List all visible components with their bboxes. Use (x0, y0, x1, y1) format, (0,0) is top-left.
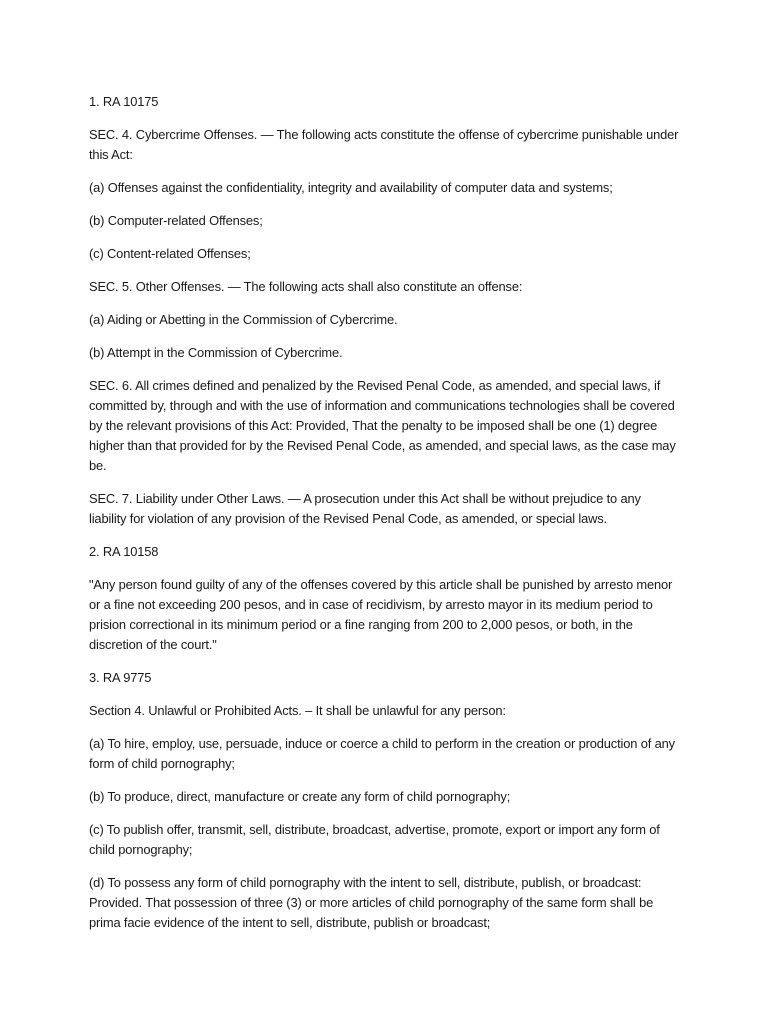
heading-ra-10175: 1. RA 10175 (89, 94, 159, 109)
paragraph-sec-4: SEC. 4. Cybercrime Offenses. — The following acts constitute the offense of cybercrime punishable under this Act: (89, 127, 679, 162)
heading-ra-9775: 3. RA 9775 (89, 670, 152, 685)
paragraph-ra-10158-quote: "Any person found guilty of any of the offenses covered by this article shall be punished by arresto menor or a fine not exceeding 200 pesos, and in case of recidivism, by arresto mayor in its medium period to prision correctional in its minimum period or a fine ranging from 200 to 2,000 pesos, or both, in the discretion of the court." (89, 577, 673, 652)
list-item-4c: (c) Content-related Offenses; (89, 246, 251, 261)
document-page (89, 92, 679, 946)
paragraph-sec-5: SEC. 5. Other Offenses. — The following acts shall also constitute an offense: (89, 279, 523, 294)
list-item-9775-b: (b) To produce, direct, manufacture or create any form of child pornography; (89, 789, 511, 804)
list-item-5b: (b) Attempt in the Commission of Cybercrime. (89, 345, 343, 360)
paragraph-sec-7: SEC. 7. Liability under Other Laws. — A prosecution under this Act shall be without prejudice to any liability for violation of any provision of the Revised Penal Code, as amended, or special laws. (89, 491, 641, 526)
list-item-4a: (a) Offenses against the confidentiality, integrity and availability of computer data and systems; (89, 180, 613, 195)
list-item-9775-a: (a) To hire, employ, use, persuade, induce or coerce a child to perform in the creation or production of any form of child pornography; (89, 736, 675, 771)
list-item-4b: (b) Computer-related Offenses; (89, 213, 263, 228)
list-item-9775-d: (d) To possess any form of child pornography with the intent to sell, distribute, publish, or broadcast: Provided. That possession of three (3) or more articles of child pornography of the same form shall be prima facie evidence of the intent to sell, distribute, publish or broadcast; (89, 875, 654, 930)
list-item-9775-c: (c) To publish offer, transmit, sell, distribute, broadcast, advertise, promote, export or import any form of child pornography; (89, 822, 660, 857)
paragraph-sec-6: SEC. 6. All crimes defined and penalized by the Revised Penal Code, as amended, and special laws, if committed by, through and with the use of information and communications technologies shall be covered by the relevant provisions of this Act: Provided, That the penalty to be imposed shall be one (1) degree higher than that provided for by the Revised Penal Code, as amended, and special laws, as the case may be. (89, 378, 676, 473)
paragraph-section-4: Section 4. Unlawful or Prohibited Acts. – It shall be unlawful for any person: (89, 703, 506, 718)
list-item-5a: (a) Aiding or Abetting in the Commission of Cybercrime. (89, 312, 398, 327)
heading-ra-10158: 2. RA 10158 (89, 544, 159, 559)
